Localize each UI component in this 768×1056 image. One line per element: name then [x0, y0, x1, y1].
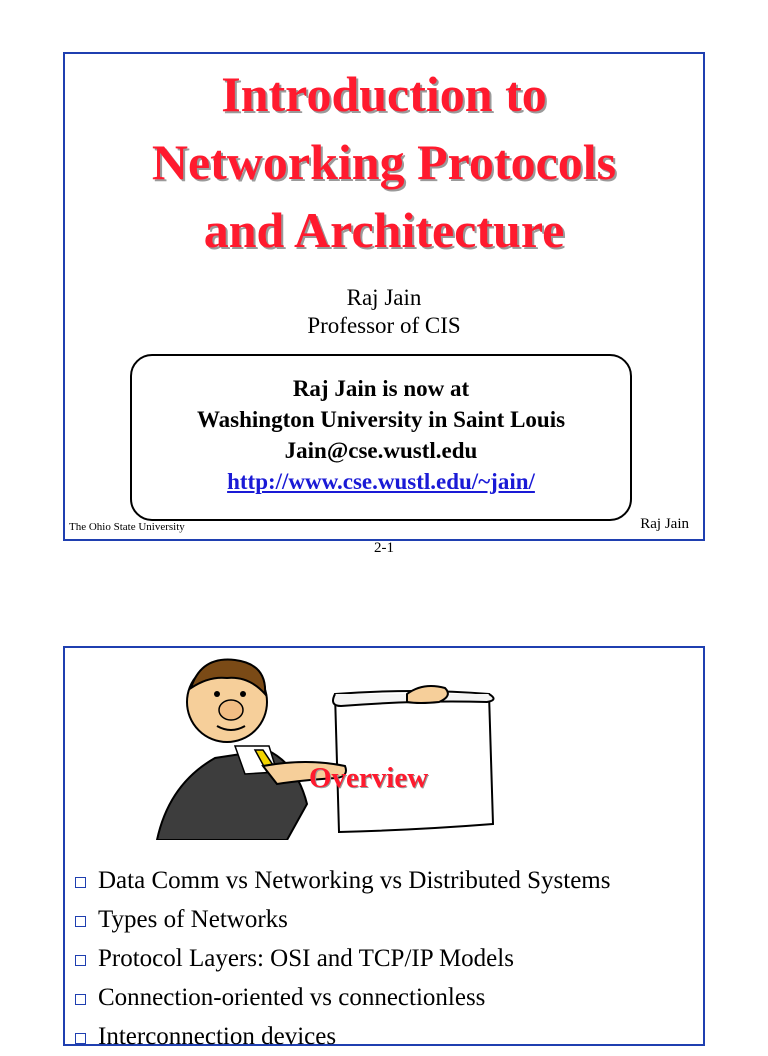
author-name: Raj Jain: [346, 285, 422, 310]
author-title: Professor of CIS: [307, 313, 461, 338]
overview-heading: Overview: [309, 762, 429, 794]
notice-line-1: Raj Jain is now at: [292, 376, 470, 401]
bullet-box-icon: [75, 994, 86, 1005]
page-number: 2-1: [374, 540, 394, 556]
bullet-box-icon: [75, 877, 86, 888]
bullet-item: Types of Networks: [75, 900, 610, 939]
slide-1: [63, 52, 705, 541]
presenter-clipart: [117, 654, 517, 840]
slide-title: [65, 60, 703, 264]
bullet-item: Connection-oriented vs connectionless: [75, 978, 610, 1017]
bullet-item: Data Comm vs Networking vs Distributed Systems: [75, 861, 610, 900]
footer-institution: The Ohio State University: [69, 521, 185, 533]
title-line-3: and Architecture: [203, 202, 565, 258]
notice-line-2: Washington University in Saint Louis: [196, 407, 566, 432]
bullet-box-icon: [75, 955, 86, 966]
bullet-box-icon: [75, 1033, 86, 1044]
title-line-1: Introduction to: [221, 66, 547, 122]
bullet-box-icon: [75, 916, 86, 927]
footer-author: Raj Jain: [640, 516, 689, 532]
author-block: [65, 284, 703, 340]
bullet-item: Protocol Layers: OSI and TCP/IP Models: [75, 939, 610, 978]
slide-2: [63, 646, 705, 1050]
overview-bullet-list: [75, 861, 610, 1056]
notice-email: Jain@cse.wustl.edu: [284, 438, 478, 463]
homepage-link[interactable]: http://www.cse.wustl.edu/~jain/: [227, 469, 535, 494]
relocation-notice: [130, 354, 632, 521]
bullet-item: Interconnection devices: [75, 1017, 610, 1056]
title-line-2: Networking Protocols: [151, 134, 617, 190]
